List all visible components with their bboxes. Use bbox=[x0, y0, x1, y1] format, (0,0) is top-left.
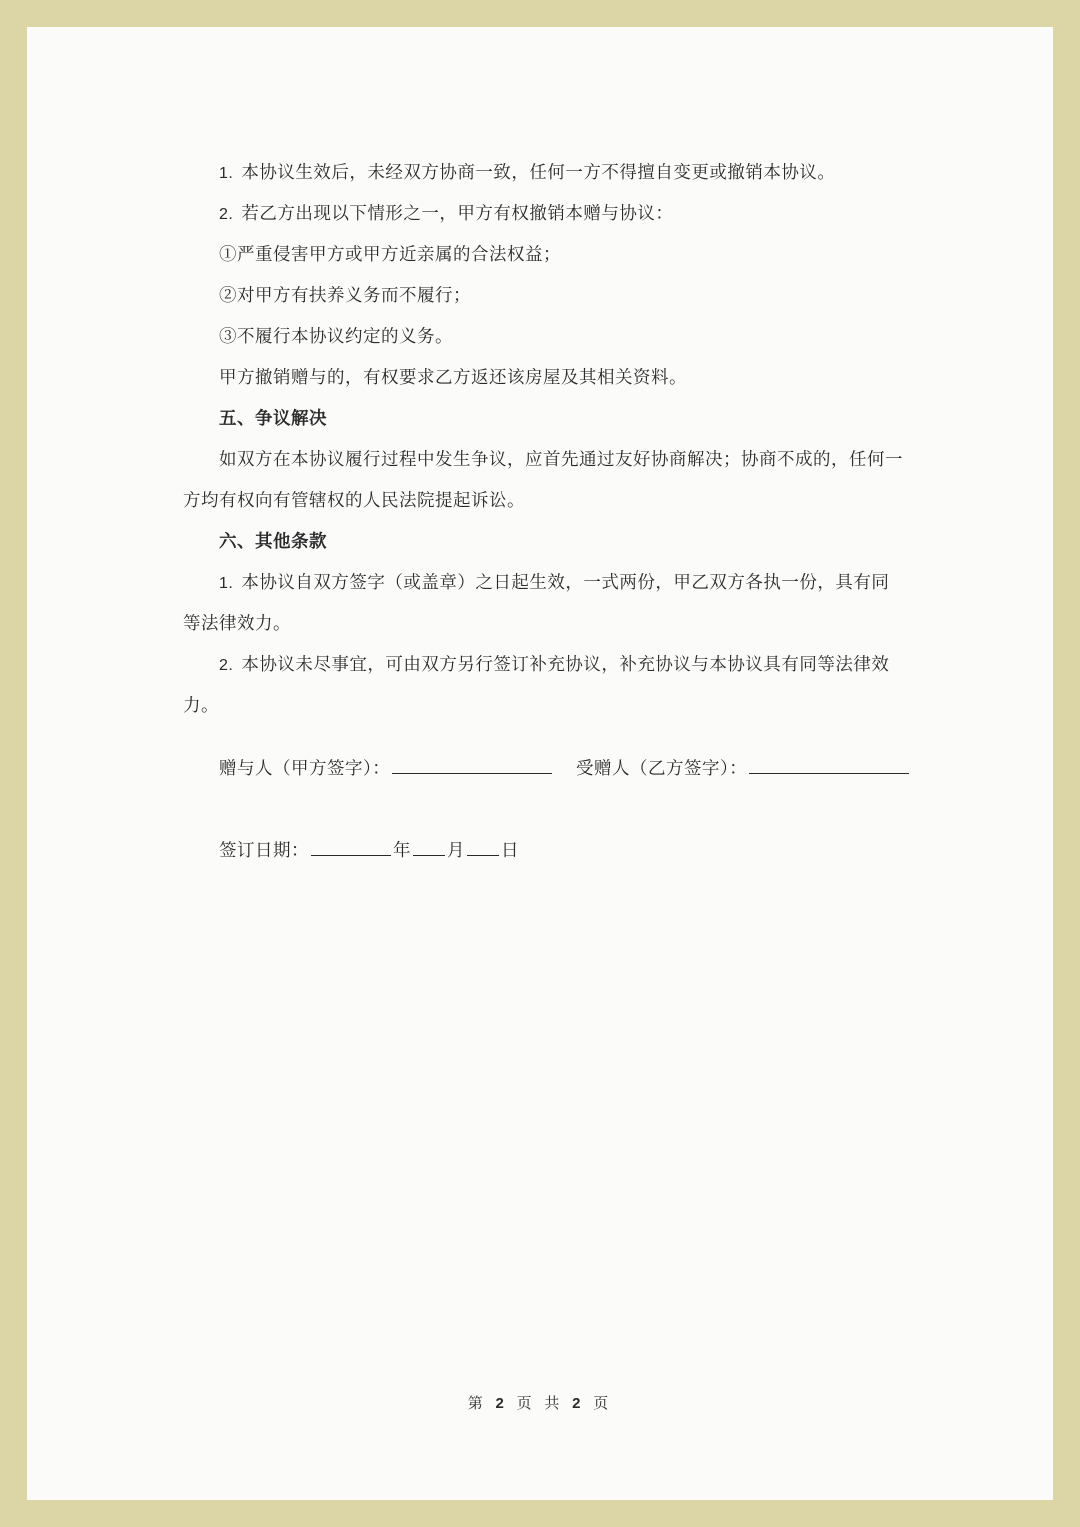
item-text: 本协议生效后，未经双方协商一致，任何一方不得擅自变更或撤销本协议。 bbox=[241, 163, 836, 183]
other-item-2 bbox=[219, 653, 889, 678]
year-blank[interactable] bbox=[311, 837, 391, 856]
total-page-number: 2 bbox=[572, 1395, 585, 1412]
document-page bbox=[27, 27, 1053, 1500]
footer-prefix: 第 bbox=[467, 1394, 487, 1412]
day-blank[interactable] bbox=[467, 837, 499, 856]
month-blank[interactable] bbox=[413, 837, 445, 856]
footer-middle: 页 共 bbox=[516, 1394, 564, 1412]
donee-signature-label: 受赠人（乙方签字）： bbox=[576, 759, 748, 779]
item-text: 本协议自双方签字（或盖章）之日起生效，一式两份，甲乙双方各执一份，具有同 bbox=[241, 573, 890, 593]
day-label: 日 bbox=[501, 841, 519, 861]
item-number: 1. bbox=[219, 165, 234, 182]
donor-signature-label: 赠与人（甲方签字）： bbox=[219, 759, 391, 779]
year-label: 年 bbox=[393, 841, 411, 861]
other-item-2-continued: 力。 bbox=[183, 696, 219, 716]
item-text: 本协议未尽事宜，可由双方另行签订补充协议，补充协议与本协议具有同等法律效 bbox=[241, 655, 890, 675]
other-item-1 bbox=[219, 571, 889, 596]
donee-signature-blank[interactable] bbox=[749, 755, 909, 774]
item-text: 若乙方出现以下情形之一，甲方有权撤销本赠与协议： bbox=[241, 204, 674, 224]
revocation-sub-3: ③不履行本协议约定的义务。 bbox=[219, 327, 453, 347]
section-heading-dispute: 五、争议解决 bbox=[219, 409, 327, 429]
sign-date-row bbox=[219, 837, 519, 863]
month-label: 月 bbox=[447, 841, 465, 861]
item-number: 2. bbox=[219, 206, 234, 223]
item-number: 1. bbox=[219, 575, 234, 592]
other-item-1-continued: 等法律效力。 bbox=[183, 614, 291, 634]
donor-signature-blank[interactable] bbox=[392, 755, 552, 774]
page-footer bbox=[27, 1392, 1053, 1413]
dispute-line-2: 方均有权向有管辖权的人民法院提起诉讼。 bbox=[183, 491, 525, 511]
revocation-item-1 bbox=[219, 161, 835, 186]
section-heading-other: 六、其他条款 bbox=[219, 532, 327, 552]
revocation-sub-2: ②对甲方有扶养义务而不履行； bbox=[219, 286, 471, 306]
item-number: 2. bbox=[219, 657, 234, 674]
current-page-number: 2 bbox=[495, 1395, 508, 1412]
sign-date-label: 签订日期： bbox=[219, 841, 309, 861]
donor-signature-row bbox=[219, 755, 554, 781]
dispute-line-1: 如双方在本协议履行过程中发生争议，应首先通过友好协商解决；协商不成的，任何一 bbox=[219, 450, 903, 470]
revocation-item-2 bbox=[219, 202, 673, 227]
footer-suffix: 页 bbox=[593, 1394, 613, 1412]
donee-signature-row bbox=[576, 755, 911, 781]
revocation-sub-1: ①严重侵害甲方或甲方近亲属的合法权益； bbox=[219, 245, 561, 265]
revocation-note: 甲方撤销赠与的，有权要求乙方返还该房屋及其相关资料。 bbox=[219, 368, 687, 388]
